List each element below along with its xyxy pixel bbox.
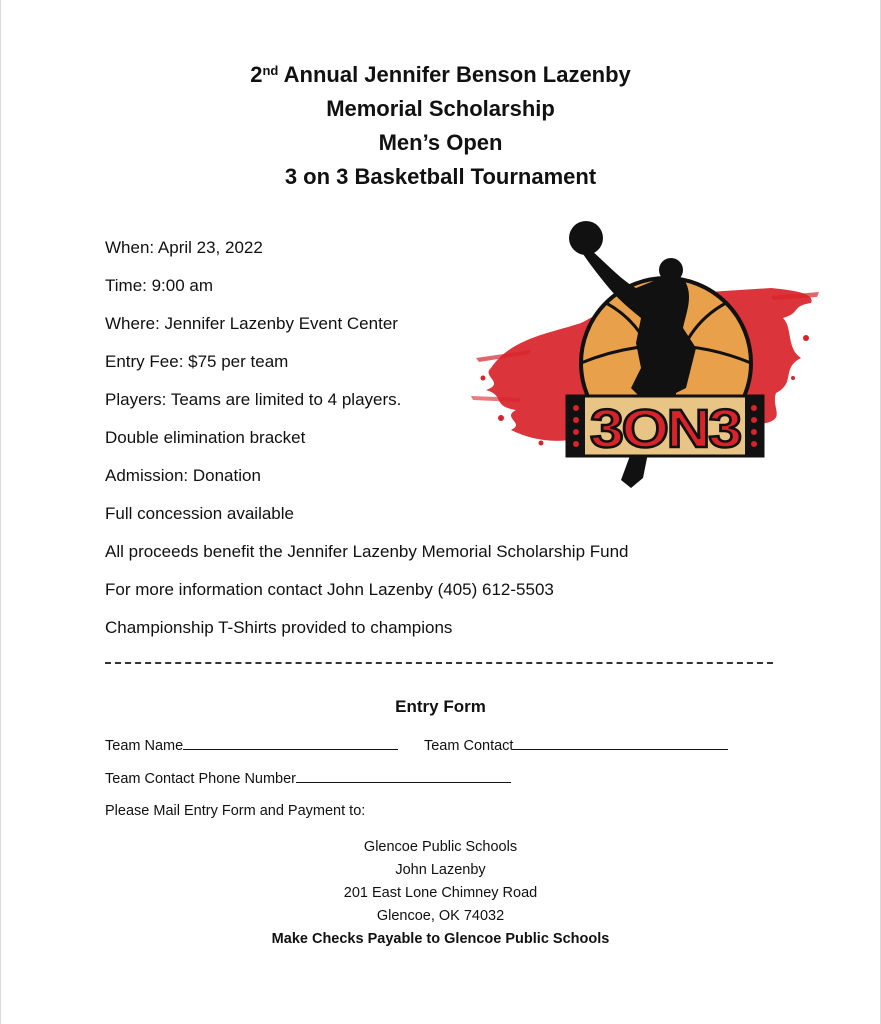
detail-when: When: April 23, 2022 [105,238,263,257]
detail-concession: Full concession available [105,504,294,523]
title-line-1-rest: Annual Jennifer Benson Lazenby [278,62,631,87]
address-line-3: 201 East Lone Chimney Road [343,885,538,901]
detail-where: Where: Jennifer Lazenby Event Center [105,314,398,333]
dashed-divider [105,662,773,664]
detail-proceeds: All proceeds benefit the Jennifer Lazenby Memorial Scholarship Fund [105,542,629,561]
team-name-row [105,735,728,754]
mailing-address [1,836,880,951]
detail-admission: Admission: Donation [105,466,261,485]
phone-label: Team Contact Phone Number [105,771,297,787]
team-contact-field[interactable] [513,735,728,750]
detail-bracket: Double elimination bracket [105,428,306,447]
team-contact-label: Team Contact [423,738,514,754]
3on3-logo-image [471,218,821,493]
mail-instruction: Please Mail Entry Form and Payment to: [105,803,366,819]
detail-tshirts: Championship T-Shirts provided to champions [105,618,453,637]
title-line-1 [1,58,880,92]
detail-players: Players: Teams are limited to 4 players. [105,390,402,409]
address-line-2: John Lazenby [395,862,486,878]
detail-time: Time: 9:00 am [105,276,214,295]
team-name-label: Team Name [105,738,184,754]
detail-contact: For more information contact John Lazenby (405) 612-5503 [105,580,554,599]
detail-entry-fee: Entry Fee: $75 per team [105,352,289,371]
checks-payable-note: Make Checks Payable to Glencoe Public Schools [271,931,610,947]
3on3-badge [567,396,763,459]
title-line-2: Memorial Scholarship [326,96,555,121]
phone-row [105,768,511,787]
badge-text: 3ON3 [590,399,742,459]
title-line-3: Men’s Open [378,130,503,155]
address-line-4: Glencoe, OK 74032 [376,908,505,924]
tournament-title [1,58,880,194]
entry-form-title: Entry Form [395,697,486,716]
address-line-1: Glencoe Public Schools [363,839,518,855]
team-name-field[interactable] [183,735,398,750]
title-line-4: 3 on 3 Basketball Tournament [284,164,597,189]
title-ordinal: 2 [250,62,263,87]
title-ordinal-suffix: nd [262,63,279,78]
phone-field[interactable] [296,768,511,783]
